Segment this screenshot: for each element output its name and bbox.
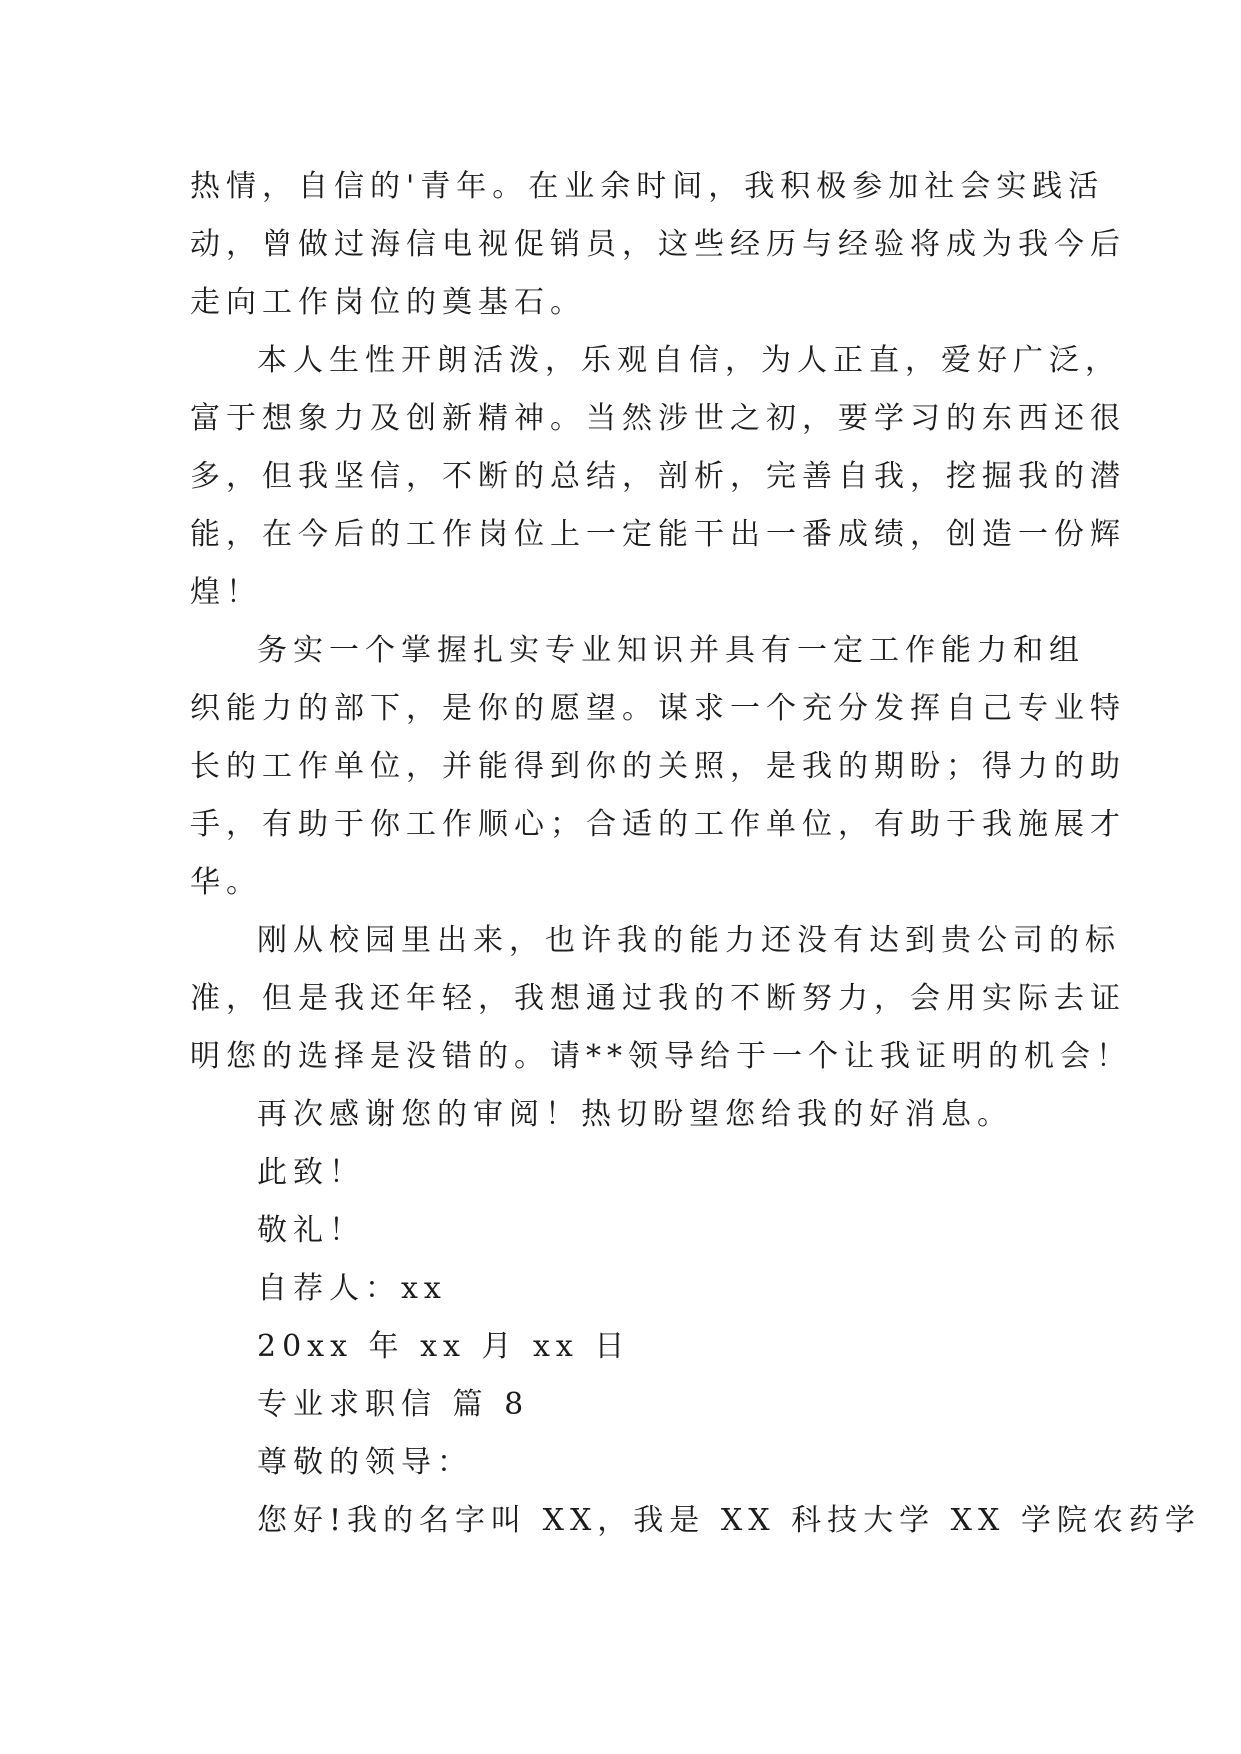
text-line: 您好!我的名字叫 XX，我是 XX 科技大学 XX 学院农药学	[257, 1503, 1201, 1538]
text-line: 自荐人：xx	[257, 1271, 447, 1306]
text-line: 此致！	[257, 1155, 365, 1190]
text-line: 煌！	[190, 575, 262, 610]
paragraph	[190, 1434, 1070, 1492]
text-line: 本人生性开朗活泼，乐观自信，为人正直，爱好广泛，	[257, 343, 1121, 378]
paragraph	[190, 332, 1126, 622]
text-line: 走向工作岗位的奠基石。	[190, 285, 586, 320]
text-line: 尊敬的领导：	[257, 1445, 473, 1480]
paragraph	[190, 1492, 1201, 1550]
text-line: 务实一个掌握扎实专业知识并具有一定工作能力和组	[257, 633, 1085, 668]
text-line: 20xx 年 xx 月 xx 日	[257, 1329, 631, 1364]
paragraph	[190, 622, 1126, 912]
text-line: 能，在今后的工作岗位上一定能干出一番成绩，创造一份辉	[190, 517, 1126, 552]
text-line: 手，有助于你工作顺心；合适的工作单位，有助于我施展才	[190, 807, 1126, 842]
paragraph	[190, 1260, 1070, 1318]
paragraph	[190, 1144, 1070, 1202]
text-line: 敬礼！	[257, 1213, 365, 1248]
paragraph	[190, 158, 1126, 332]
text-line: 织能力的部下，是你的愿望。谋求一个充分发挥自己专业特	[190, 691, 1126, 726]
paragraph	[190, 912, 1132, 1086]
text-line: 华。	[190, 865, 262, 900]
paragraph	[190, 1318, 1070, 1376]
text-line: 多，但我坚信，不断的总结，剖析，完善自我，挖掘我的潜	[190, 459, 1126, 494]
text-line: 热情，自信的'青年。在业余时间，我积极参加社会实践活	[190, 169, 1105, 204]
text-line: 再次感谢您的审阅！热切盼望您给我的好消息。	[257, 1097, 1013, 1132]
text-line: 动，曾做过海信电视促销员，这些经历与经验将成为我今后	[190, 227, 1126, 262]
text-line: 长的工作单位，并能得到你的关照，是我的期盼；得力的助	[190, 749, 1126, 784]
text-line: 准，但是我还年轻，我想通过我的不断努力，会用实际去证	[190, 981, 1126, 1016]
text-line: 专业求职信 篇 8	[257, 1387, 530, 1422]
text-line: 刚从校园里出来，也许我的能力还没有达到贵公司的标	[257, 923, 1121, 958]
paragraph	[190, 1202, 1070, 1260]
paragraph	[190, 1086, 1070, 1144]
document-body	[190, 158, 1201, 1550]
text-line: 明您的选择是没错的。请**领导给于一个让我证明的机会！	[190, 1039, 1132, 1074]
text-line: 富于想象力及创新精神。当然涉世之初，要学习的东西还很	[190, 401, 1126, 436]
paragraph	[190, 1376, 1070, 1434]
